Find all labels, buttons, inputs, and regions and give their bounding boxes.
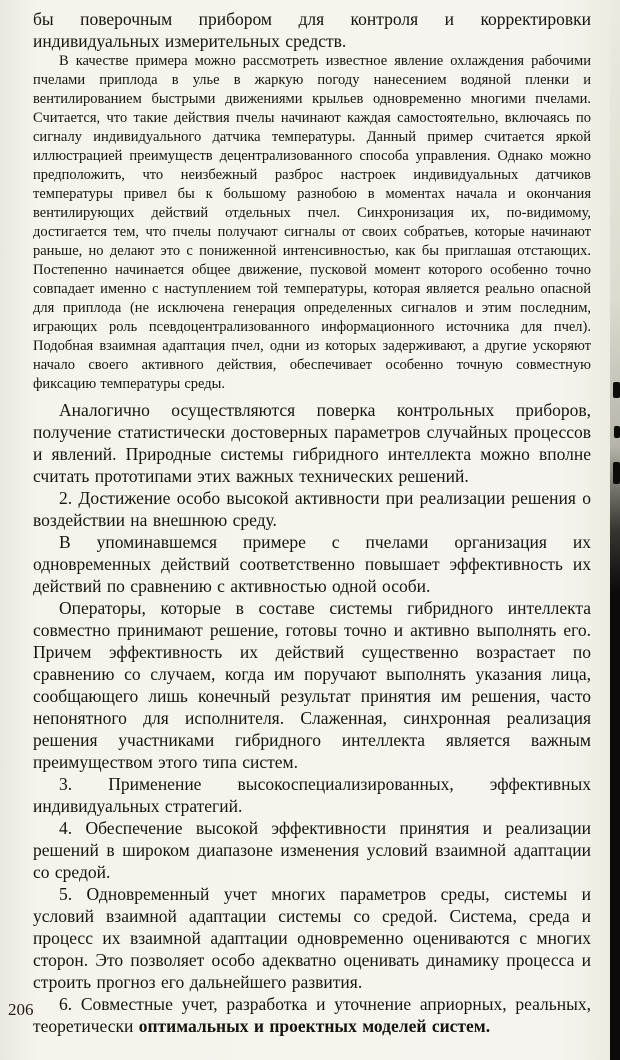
scan-artifact-edge-bar <box>610 0 620 1060</box>
paragraph-text: 4. Обеспечение высокой эффективности принятия и реализации решений в широком диапазоне изменения условий взаимной адаптации со средой. <box>33 818 591 882</box>
paragraph <box>33 993 591 1037</box>
paragraph-text: 6. Совместные учет, разработка и уточнение априорных, реальных, теоретически <box>33 994 591 1036</box>
paragraph-text: 2. Достижение особо высокой активности при реализации решения о воздействии на внешнюю среду. <box>33 488 591 530</box>
paragraph-text: бы поверочным прибором для контроля и корректировки индивидуальных измерительных средств. <box>33 9 591 51</box>
paragraph-text: Аналогично осуществляются поверка контрольных приборов, получение статистически достоверных параметров случайных процессов и явлений. Природные системы гибридного интеллекта можно вполне считать прототипами этих важных технических решений. <box>33 400 591 486</box>
paragraph-text: В качестве примера можно рассмотреть известное явление охлаждения рабочими пчелами приплода в улье в жаркую погоду нанесением водяной пленки и вентилированием быстрыми движениями крыльев одновременно многими пчелами. Считается, что такие действия пчелы начинают каждая самостоятельно, включаясь по сигналу индивидуального датчика температуры. Данный пример считается яркой иллюстрацией преимуществ децентрализованного способа управления. Однако можно предположить, что неизбежный разброс настроек индивидуальных датчиков температуры привел бы к большому разнобою в моментах начала и окончания вентилирующих действий отдельных пчел. Синхронизация их, по-видимому, достигается тем, что пчелы получают сигналы от своих собратьев, которые начинают раньше, но делают это с пониженной интенсивностью, как бы приглашая отстающих. Постепенно начинается общее движение, пусковой момент которого особенно точно совпадает именно с наступлением той температуры, которая является реально опасной для приплода (не исключена генерация определенных сигналов и этим последним, играющих роль псевдоцентрализованного информационного источника для пчел). Подобная взаимная адаптация пчел, одни из которых задерживают, а другие ускоряют начало своего активного действия, обеспечивает особенно точную совместную фиксацию температуры среды. <box>33 53 591 392</box>
paragraph <box>33 883 591 993</box>
paragraph-bold-text: оптимальных и проектных моделей систем. <box>138 1016 491 1036</box>
scan-artifact-blob <box>613 462 620 484</box>
paragraph <box>33 8 591 52</box>
paragraph <box>33 399 591 487</box>
paragraph <box>33 773 591 817</box>
paragraph-text: Операторы, которые в составе системы гибридного интеллекта совместно принимают решение, готовы точно и активно выполнять его. Причем эффективность их действий существенно возрастает по сравнению со случаем, когда им поручают выполнять указания лица, сообщающего лишь конечный результат принятия им решения, часто непонятного для исполнителя. Слаженная, синхронная реализация решения участниками гибридного интеллекта является важным преимуществом этого типа систем. <box>33 598 591 772</box>
paragraph-text: 5. Одновременный учет многих параметров среды, системы и условий взаимной адаптации системы со средой. Система, среда и процесс их взаимной адаптации одновременно оцениваются с многих сторон. Это позволяет особо адекватно оценивать динамику процесса и строить прогноз его дальнейшего развития. <box>33 884 591 992</box>
paragraph <box>33 597 591 773</box>
scan-artifact-blob <box>614 426 620 438</box>
paragraph <box>33 487 591 531</box>
scan-artifact-blob <box>613 382 620 398</box>
page-text <box>33 8 591 1037</box>
page-number: 206 <box>8 1000 34 1019</box>
paragraph <box>33 817 591 883</box>
paragraph-text: 3. Применение высокоспециализированных, эффективных индивидуальных стратегий. <box>33 774 591 816</box>
paragraph <box>33 531 591 597</box>
paragraph <box>33 52 591 394</box>
paragraph-text: В упоминавшемся примере с пчелами организация их одновременных действий соответственно повышает эффективность их действий по сравнению с активностью одной особи. <box>33 532 591 596</box>
